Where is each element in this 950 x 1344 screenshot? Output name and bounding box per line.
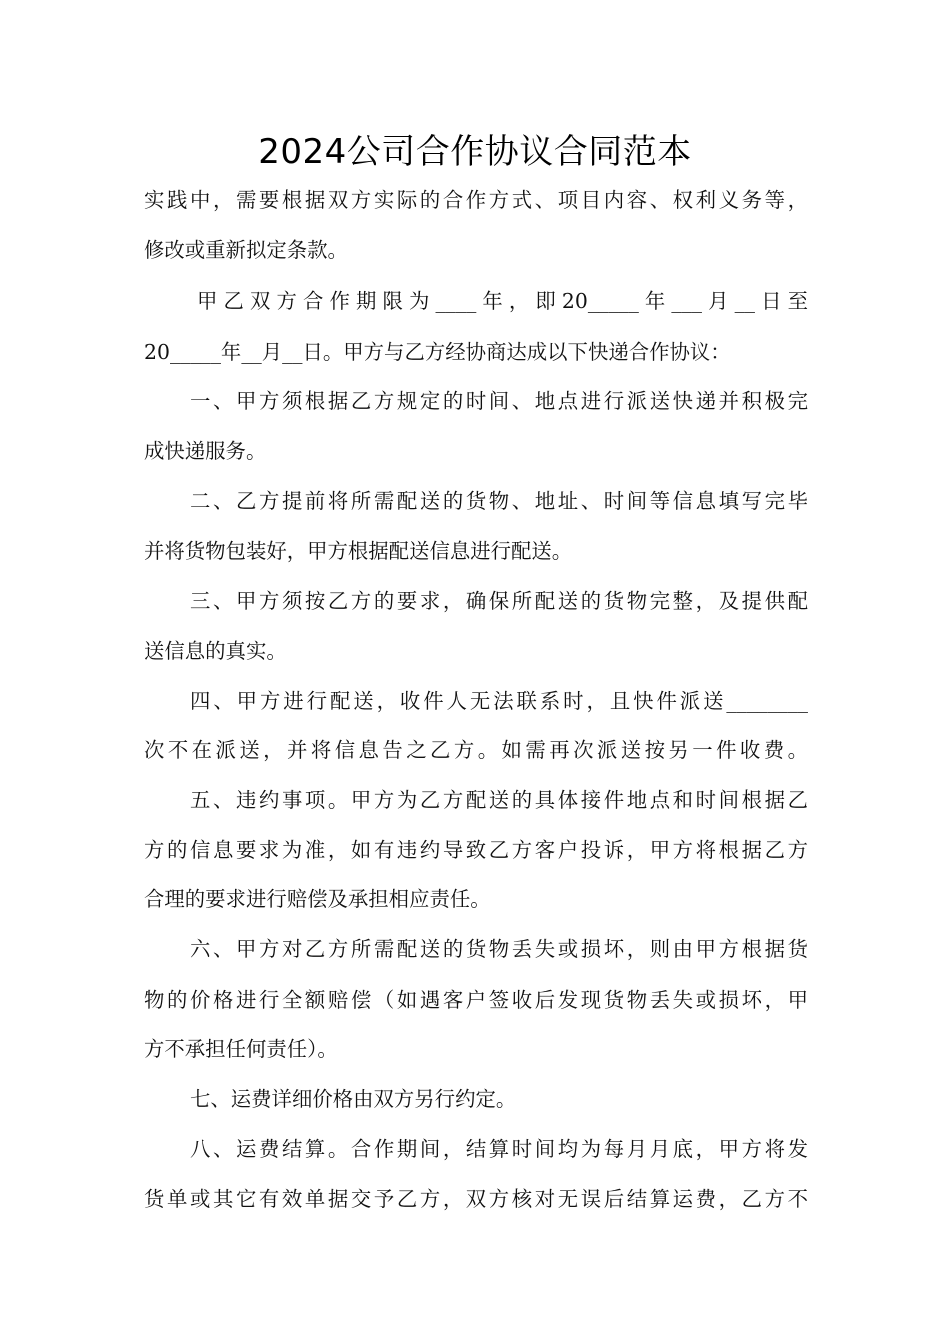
body-line: 实践中，需要根据双方实际的合作方式、项目内容、权利义务等，: [144, 188, 808, 212]
body-line: 物的价格进行全额赔偿（如遇客户签收后发现货物丢失或损坏，甲: [144, 988, 808, 1012]
body-line: 货单或其它有效单据交予乙方，双方核对无误后结算运费，乙方不: [144, 1187, 808, 1211]
body-line: 五、违约事项。甲方为乙方配送的具体接件地点和时间根据乙: [190, 788, 808, 812]
body-line: 二、乙方提前将所需配送的货物、地址、时间等信息填写完毕: [190, 489, 808, 513]
body-line: 一、甲方须根据乙方规定的时间、地点进行派送快递并积极完: [190, 389, 808, 413]
body-line: 并将货物包装好，甲方根据配送信息进行配送。: [144, 539, 573, 563]
body-line: 三、甲方须按乙方的要求，确保所配送的货物完整，及提供配: [190, 589, 808, 613]
body-line: 方的信息要求为准，如有违约导致乙方客户投诉，甲方将根据乙方: [144, 838, 808, 862]
body-line: 七、运费详细价格由双方另行约定。: [190, 1087, 517, 1111]
body-line: 次不在派送，并将信息告之乙方。如需再次派送按另一件收费。: [144, 738, 808, 762]
body-line: 修改或重新拟定条款。: [144, 238, 348, 262]
body-line: 四、甲方进行配送，收件人无法联系时，且快件派送________: [190, 689, 808, 713]
body-line: 送信息的真实。: [144, 639, 287, 663]
document-title: 2024公司合作协议合同范本: [258, 132, 692, 172]
body-line: 八、运费结算。合作期间，结算时间均为每月月底，甲方将发: [190, 1137, 808, 1161]
body-line: 六、甲方对乙方所需配送的货物丢失或损坏，则由甲方根据货: [190, 937, 808, 961]
body-line: 合理的要求进行赔偿及承担相应责任。: [144, 887, 491, 911]
body-line: 成快递服务。: [144, 439, 267, 463]
body-line: 方不承担任何责任）。: [144, 1037, 338, 1061]
body-line: 20_____年__月__日。甲方与乙方经协商达成以下快递合作协议：: [144, 340, 731, 364]
body-line: 甲乙双方合作期限为____年，即20_____年___月__日至: [197, 289, 808, 313]
